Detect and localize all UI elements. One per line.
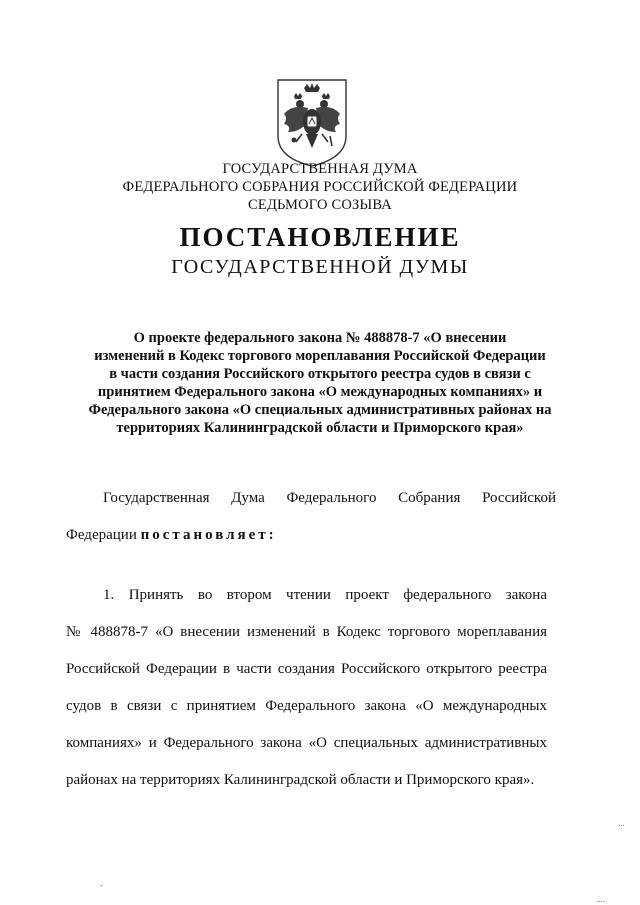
org-line-convocation: СЕДЬМОГО СОЗЫВА <box>248 197 392 213</box>
subject-line: изменений в Кодекс торгового мореплавания Российской Федерации <box>94 348 546 364</box>
margin-mark: ... <box>618 818 625 828</box>
item1-line: Российской Федерации в части создания Российского открытого реестра <box>66 661 547 677</box>
item1-line: районах на территориях Калининградской области и Приморского края». <box>66 772 535 788</box>
bottom-left-mark: - <box>100 880 103 890</box>
document-subtitle: ГОСУДАРСТВЕННОЙ ДУМЫ <box>171 256 469 278</box>
org-line-duma: ГОСУДАРСТВЕННАЯ ДУМА <box>222 161 418 177</box>
subject-heading <box>0 329 640 437</box>
subject-line: О проекте федерального закона № 488878-7 «О внесении <box>133 330 507 346</box>
subject-line: территориях Калининградской области и Приморского края» <box>116 420 524 436</box>
subject-line: принятием Федерального закона «О международных компаниях» и <box>97 384 543 400</box>
item1-line: 1. Принять во втором чтении проект федерального закона <box>103 587 547 603</box>
item1-line: компаниях» и Федерального закона «О специальных административных <box>66 735 547 751</box>
subject-line: Федерального закона «О специальных административных районах на <box>88 402 552 418</box>
double-headed-eagle-icon <box>274 78 350 168</box>
bottom-right-mark: .... <box>596 894 605 904</box>
resolves-word: постановляет: <box>140 527 277 543</box>
document-title: ПОСТАНОВЛЕНИЕ <box>179 222 461 252</box>
preamble-line-1: Государственная Дума Федерального Собрания Российской <box>103 490 556 506</box>
coat-of-arms-emblem <box>274 78 350 168</box>
preamble-federation: Федерации <box>66 527 141 543</box>
item1-line: судов в связи с принятием Федерального закона «О международных <box>66 698 547 714</box>
org-line-federal-assembly: ФЕДЕРАЛЬНОГО СОБРАНИЯ РОССИЙСКОЙ ФЕДЕРАЦИИ <box>122 179 518 195</box>
preamble-line-2 <box>66 527 277 544</box>
organization-block <box>0 160 640 214</box>
subject-line: в части создания Российского открытого реестра судов в связи с <box>109 366 531 382</box>
item1-line: № 488878-7 «О внесении изменений в Кодекс торгового мореплавания <box>66 624 547 640</box>
